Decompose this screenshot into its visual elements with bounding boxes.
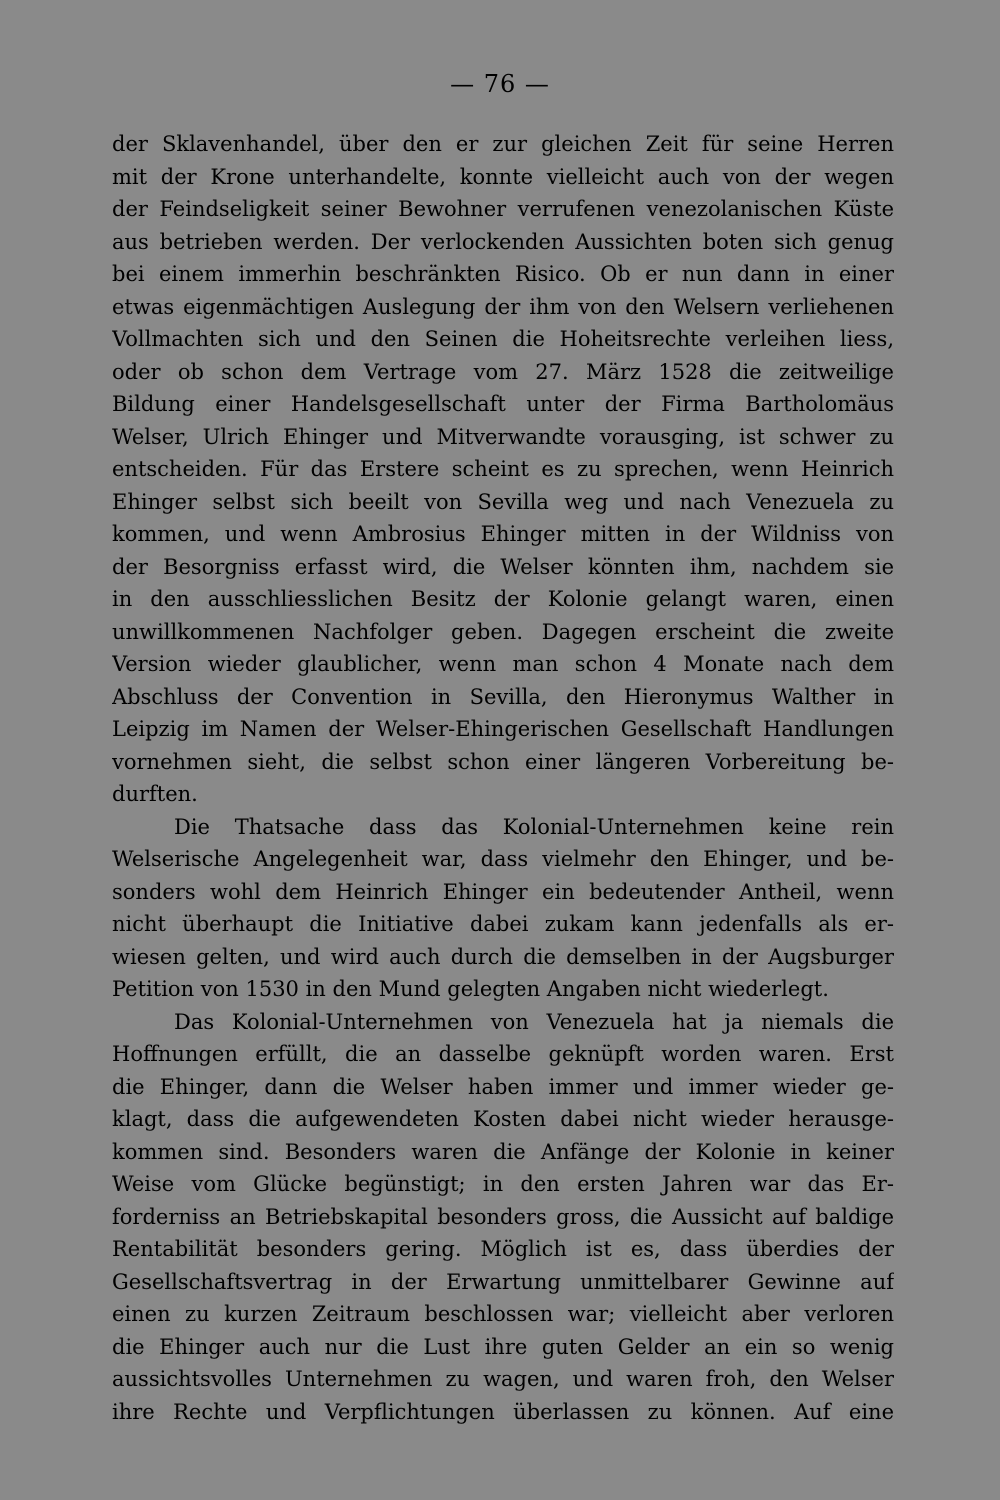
text-line: Petition von 1530 in den Mund gelegten Angaben nicht wiederlegt. [112, 977, 829, 1001]
text-line: Rentabilität besonders gering. Möglich ist es, dass überdies der [112, 1237, 894, 1261]
text-line: etwas eigenmächtigen Auslegung der ihm von den Welsern verliehenen [112, 294, 894, 319]
text-line: Hoffnungen erfüllt, die an dasselbe geknüpft worden waren. Erst [112, 1042, 894, 1066]
text-line: Weise vom Glücke begünstigt; in den ersten Jahren war das Er- [112, 1172, 894, 1196]
text-line: der Besorgniss erfasst wird, die Welser könnten ihm, nachdem sie [112, 554, 894, 579]
text-line: der Feindseligkeit seiner Bewohner verrufenen venezolanischen Küste [112, 197, 894, 221]
text-line: ihre Rechte und Verpflichtungen überlassen zu können. Auf eine [112, 1399, 894, 1424]
text-line: wiesen gelten, und wird auch durch die demselben in der Augsburger [112, 944, 894, 969]
text-line: entscheiden. Für das Erstere scheint es zu sprechen, wenn Heinrich [112, 457, 894, 481]
text-line: kommen, und wenn Ambrosius Ehinger mitten in der Wildniss von [112, 522, 894, 546]
text-line: Leipzig im Namen der Welser-Ehingerischen Gesellschaft Handlungen [112, 717, 894, 741]
text-line: Vollmachten sich und den Seinen die Hoheitsrechte verleihen liess, [112, 327, 894, 351]
text-line: Bildung einer Handelsgesellschaft unter der Firma Bartholomäus [112, 392, 894, 416]
text-line: oder ob schon dem Vertrage vom 27. März 1528 die zeitweilige [112, 359, 894, 384]
text-line: die Ehinger auch nur die Lust ihre guten Gelder an ein so wenig [112, 1334, 894, 1359]
text-line: Welser, Ulrich Ehinger und Mitverwandte vorausging, ist schwer zu [112, 424, 894, 449]
text-line: forderniss an Betriebskapital besonders gross, die Aussicht auf baldige [112, 1204, 894, 1229]
text-line: kommen sind. Besonders waren die Anfänge der Kolonie in keiner [112, 1139, 894, 1164]
text-line: einen zu kurzen Zeitraum beschlossen war; vielleicht aber verloren [112, 1302, 894, 1326]
body-text [112, 128, 894, 1428]
text-line: durften. [112, 782, 198, 806]
text-line: in den ausschliesslichen Besitz der Kolonie gelangt waren, einen [112, 587, 894, 611]
text-line: Das Kolonial-Unternehmen von Venezuela hat ja niemals die [174, 1009, 894, 1034]
text-line: die Ehinger, dann die Welser haben immer und immer wieder ge- [112, 1074, 894, 1099]
text-line: Gesellschaftsvertrag in der Erwartung unmittelbarer Gewinne auf [112, 1269, 894, 1294]
text-line: aussichtsvolles Unternehmen zu wagen, und waren froh, den Welser [112, 1367, 894, 1391]
text-line: vornehmen sieht, die selbst schon einer längeren Vorbereitung be- [112, 749, 894, 774]
text-line: nicht überhaupt die Initiative dabei zukam kann jedenfalls als er- [112, 912, 894, 936]
text-line: Abschluss der Convention in Sevilla, den Hieronymus Walther in [112, 684, 894, 709]
text-line: Ehinger selbst sich beeilt von Sevilla weg und nach Venezuela zu [112, 489, 894, 514]
text-line: Welserische Angelegenheit war, dass vielmehr den Ehinger, und be- [112, 847, 894, 871]
text-line: sonders wohl dem Heinrich Ehinger ein bedeutender Antheil, wenn [112, 879, 894, 904]
text-line: Die Thatsache dass das Kolonial-Unternehmen keine rein [174, 814, 894, 839]
text-line: der Sklavenhandel, über den er zur gleichen Zeit für seine Herren [112, 132, 894, 156]
text-line: klagt, dass die aufgewendeten Kosten dabei nicht wieder herausge- [112, 1107, 894, 1131]
text-line: Version wieder glaublicher, wenn man schon 4 Monate nach dem [112, 652, 894, 676]
text-line: bei einem immerhin beschränkten Risico. Ob er nun dann in einer [112, 262, 894, 286]
text-line: aus betrieben werden. Der verlockenden Aussichten boten sich genug [112, 229, 894, 254]
text-line: mit der Krone unterhandelte, konnte vielleicht auch von der wegen [112, 164, 894, 189]
page-number: — 76 — [450, 70, 550, 98]
text-line: unwillkommenen Nachfolger geben. Dagegen erscheint die zweite [112, 619, 894, 644]
